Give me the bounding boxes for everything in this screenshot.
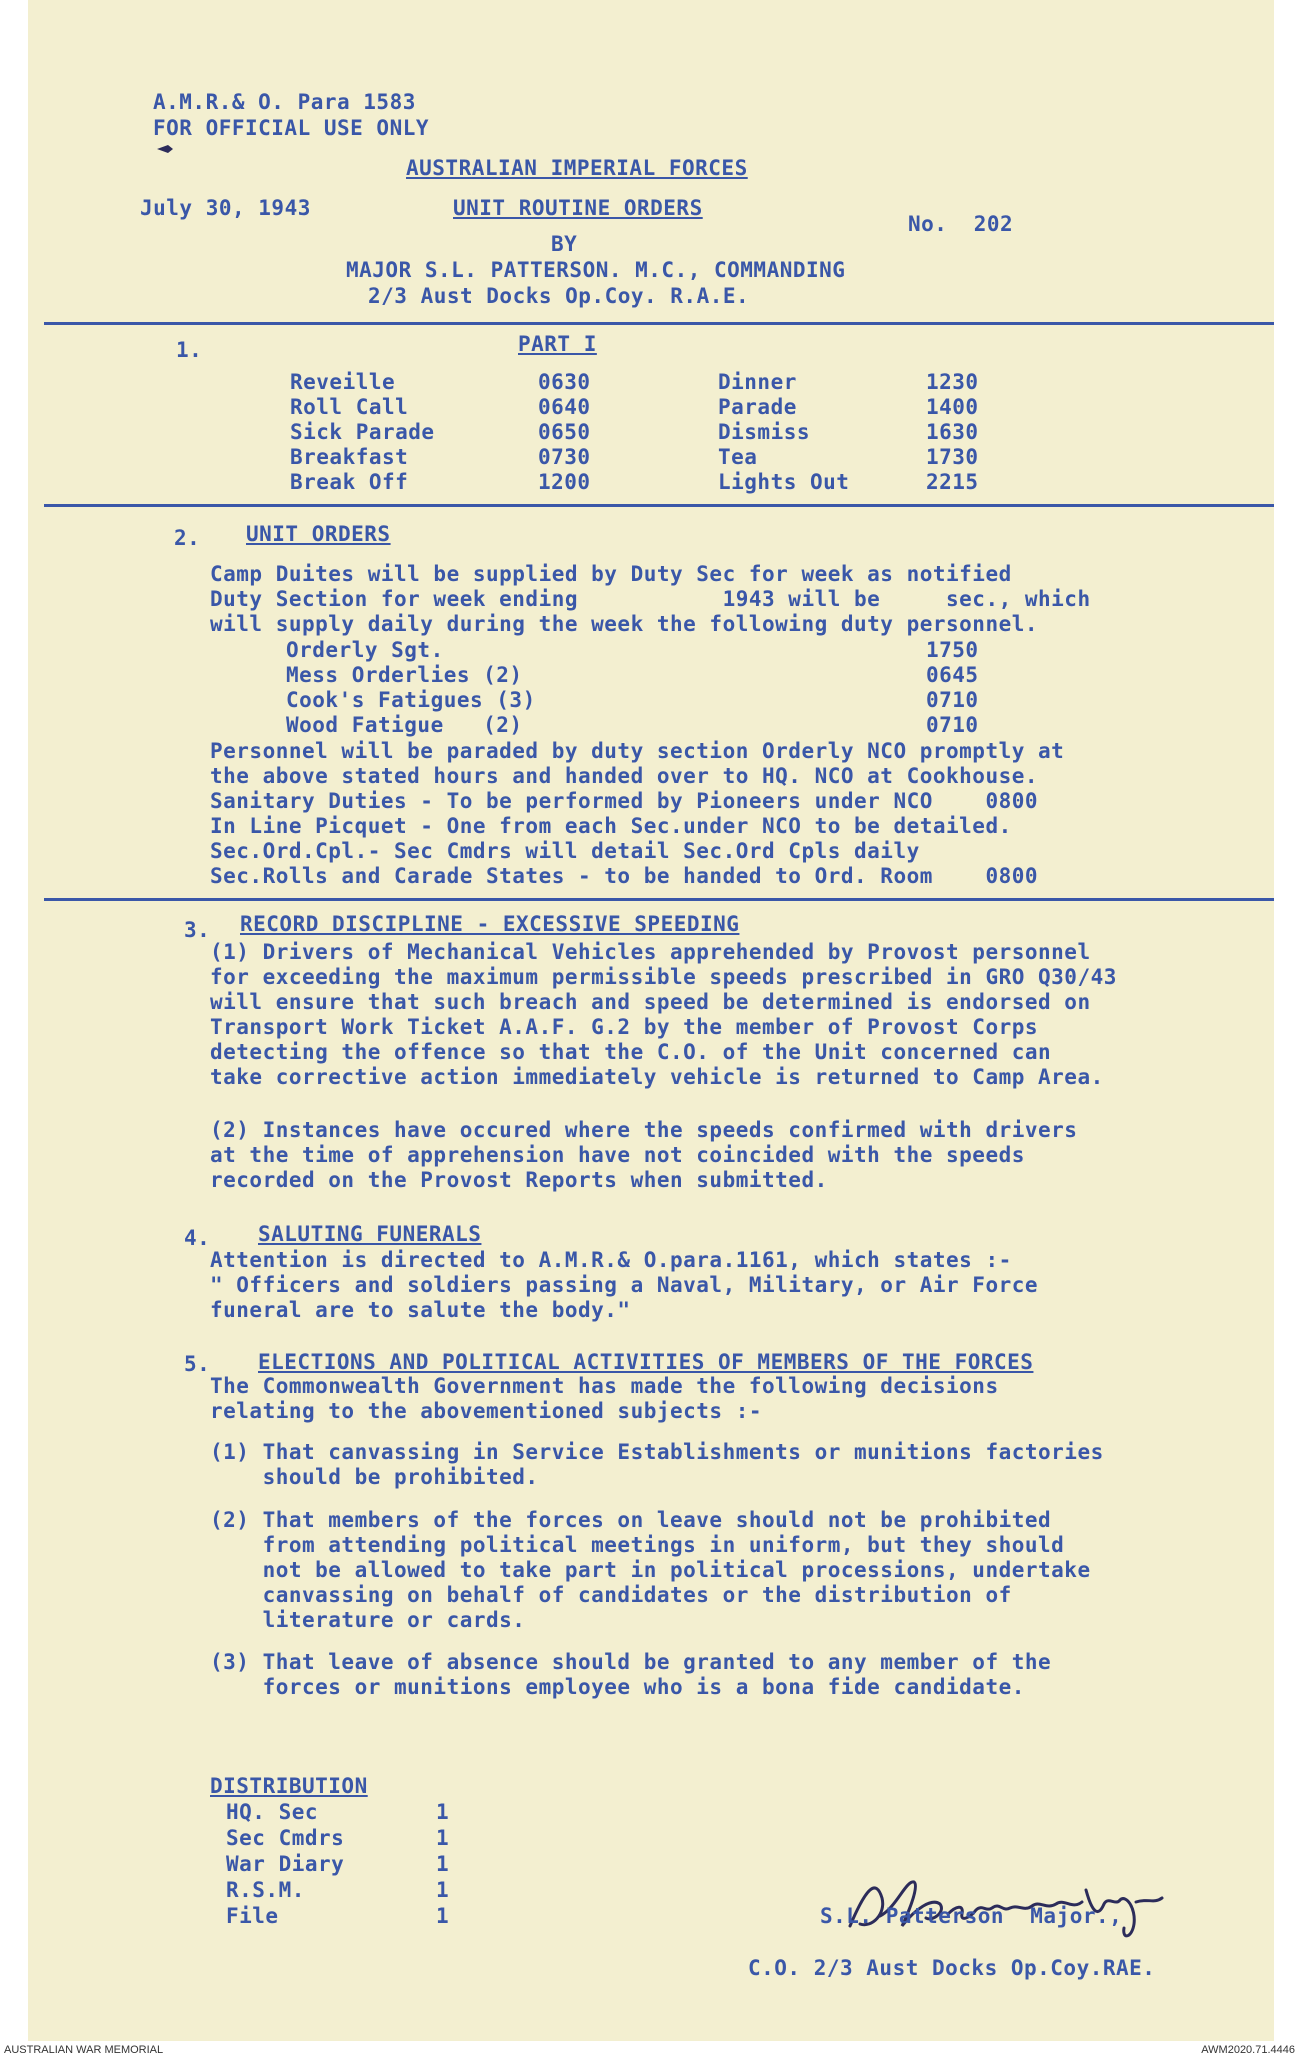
section3-number: 3. [184, 918, 211, 942]
schedule-time: 1630 [926, 420, 979, 444]
order-date: July 30, 1943 [140, 196, 311, 220]
section3-line: take corrective action immediately vehicle is returned to Camp Area. [210, 1065, 1104, 1089]
schedule-time: 0640 [538, 395, 591, 419]
section3-line: for exceeding the maximum permissible speeds prescribed in GRO Q30/43 [210, 965, 1117, 989]
section2-heading: UNIT ORDERS [246, 522, 391, 546]
section3-line: detecting the offence so that the C.O. of the Unit concerned can [210, 1040, 1052, 1064]
duty-label: Wood Fatigue (2) [286, 713, 523, 737]
section5-item-line: (3) That leave of absence should be granted to any member of the [210, 1650, 1052, 1674]
force-title: AUSTRALIAN IMPERIAL FORCES [406, 156, 748, 180]
schedule-label: Break Off [290, 470, 409, 494]
section5-item-line: should be prohibited. [210, 1465, 539, 1489]
schedule-time: 1230 [926, 370, 979, 394]
schedule-label: Breakfast [290, 445, 409, 469]
commanding-line: MAJOR S.L. PATTERSON. M.C., COMMANDING [346, 258, 846, 282]
section5-item-line: canvassing on behalf of candidates or the distribution of [210, 1583, 1012, 1607]
section5-item-line: (1) That canvassing in Service Establishments or munitions factories [210, 1440, 1104, 1464]
part1-number: 1. [176, 338, 203, 362]
distribution-label: War Diary [226, 1852, 345, 1876]
section2-line: will supply daily during the week the following duty personnel. [210, 612, 1039, 636]
schedule-label: Dismiss [718, 420, 811, 444]
schedule-label: Lights Out [718, 470, 850, 494]
section4-number: 4. [184, 1226, 211, 1250]
duty-time: 0710 [926, 713, 979, 737]
divider-1 [44, 322, 1274, 325]
distribution-label: File [226, 1904, 279, 1928]
duty-time: 0710 [926, 688, 979, 712]
section3-line: at the time of apprehension have not coincided with the speeds [210, 1143, 1025, 1167]
distribution-heading: DISTRIBUTION [210, 1774, 368, 1798]
distribution-count: 1 [436, 1800, 450, 1824]
distribution-count: 1 [436, 1878, 450, 1902]
section2-line: Duty Section for week ending 1943 will be sec., which [210, 587, 1091, 611]
distribution-count: 1 [436, 1826, 450, 1850]
section5-item-line: forces or munitions employee who is a bona fide candidate. [210, 1675, 1025, 1699]
distribution-label: HQ. Sec [226, 1800, 319, 1824]
unit-line: 2/3 Aust Docks Op.Coy. R.A.E. [368, 284, 750, 308]
restriction-line: FOR OFFICIAL USE ONLY [153, 116, 430, 140]
section2-line: Sanitary Duties - To be performed by Pioneers under NCO 0800 [210, 789, 1039, 813]
schedule-time: 1200 [538, 470, 591, 494]
schedule-label: Tea [718, 445, 758, 469]
reference-line: A.M.R.& O. Para 1583 [153, 90, 416, 114]
schedule-time: 0630 [538, 370, 591, 394]
section2-line: Personnel will be paraded by duty section Orderly NCO promptly at [210, 739, 1065, 763]
section5-item-line: (2) That members of the forces on leave should not be prohibited [210, 1508, 1052, 1532]
section4-heading: SALUTING FUNERALS [258, 1222, 482, 1246]
duty-time: 1750 [926, 638, 979, 662]
schedule-time: 2215 [926, 470, 979, 494]
section4-line: funeral are to salute the body." [210, 1298, 631, 1322]
section2-line: Camp Duites will be supplied by Duty Sec for week as notified [210, 562, 1012, 586]
section3-line: (1) Drivers of Mechanical Vehicles apprehended by Provost personnel [210, 940, 1091, 964]
distribution-count: 1 [436, 1852, 450, 1876]
section3-line: recorded on the Provost Reports when submitted. [210, 1168, 828, 1192]
signatory-name: S.L. Patterson Major., [820, 1904, 1123, 1928]
duty-label: Cook's Fatigues (3) [286, 688, 536, 712]
section5-number: 5. [184, 1352, 211, 1376]
section5-item-line: not be allowed to take part in political processions, undertake [210, 1558, 1091, 1582]
section2-line: In Line Picquet - One from each Sec.under NCO to be detailed. [210, 814, 1012, 838]
section5-heading: ELECTIONS AND POLITICAL ACTIVITIES OF MEMBERS OF THE FORCES [258, 1350, 1034, 1374]
schedule-time: 0730 [538, 445, 591, 469]
section5-line: relating to the abovementioned subjects :- [210, 1399, 763, 1423]
part1-heading: PART I [518, 332, 597, 356]
section2-number: 2. [174, 526, 201, 550]
divider-2 [44, 504, 1274, 507]
divider-3 [44, 898, 1274, 901]
duty-label: Orderly Sgt. [286, 638, 444, 662]
distribution-count: 1 [436, 1904, 450, 1928]
document-page [28, 0, 1274, 2041]
duty-time: 0645 [926, 663, 979, 687]
section4-line: " Officers and soldiers passing a Naval, Military, or Air Force [210, 1273, 1039, 1297]
section5-item-line: literature or cards. [210, 1608, 526, 1632]
ink-mark-icon [156, 142, 174, 156]
section2-line: the above stated hours and handed over to HQ. NCO at Cookhouse. [210, 764, 1039, 788]
footer-right: AWM2020.71.4446 [1201, 2044, 1295, 2056]
orders-title: UNIT ROUTINE ORDERS [453, 196, 703, 220]
schedule-label: Sick Parade [290, 420, 435, 444]
distribution-label: Sec Cmdrs [226, 1826, 345, 1850]
signatory-position: C.O. 2/3 Aust Docks Op.Coy.RAE. [748, 1956, 1156, 1980]
schedule-label: Roll Call [290, 395, 409, 419]
by-line: BY [551, 232, 578, 256]
distribution-label: R.S.M. [226, 1878, 305, 1902]
schedule-time: 0650 [538, 420, 591, 444]
section2-line: Sec.Rolls and Carade States - to be handed to Ord. Room 0800 [210, 864, 1039, 888]
schedule-time: 1400 [926, 395, 979, 419]
section4-line: Attention is directed to A.M.R.& O.para.1161, which states :- [210, 1248, 1012, 1272]
section5-item-line: from attending political meetings in uniform, but they should [210, 1533, 1065, 1557]
schedule-label: Parade [718, 395, 797, 419]
footer-bar [0, 2041, 1299, 2061]
footer-left: AUSTRALIAN WAR MEMORIAL [4, 2044, 164, 2056]
schedule-time: 1730 [926, 445, 979, 469]
section3-heading: RECORD DISCIPLINE - EXCESSIVE SPEEDING [240, 912, 740, 936]
order-number: No. 202 [908, 212, 1014, 236]
schedule-label: Dinner [718, 370, 797, 394]
section3-line: (2) Instances have occured where the speeds confirmed with drivers [210, 1118, 1078, 1142]
schedule-label: Reveille [290, 370, 396, 394]
section3-line: Transport Work Ticket A.A.F. G.2 by the member of Provost Corps [210, 1015, 1039, 1039]
section5-line: The Commonwealth Government has made the following decisions [210, 1374, 999, 1398]
duty-label: Mess Orderlies (2) [286, 663, 523, 687]
section3-line: will ensure that such breach and speed be determined is endorsed on [210, 990, 1091, 1014]
section2-line: Sec.Ord.Cpl.- Sec Cmdrs will detail Sec.Ord Cpls daily [210, 839, 920, 863]
